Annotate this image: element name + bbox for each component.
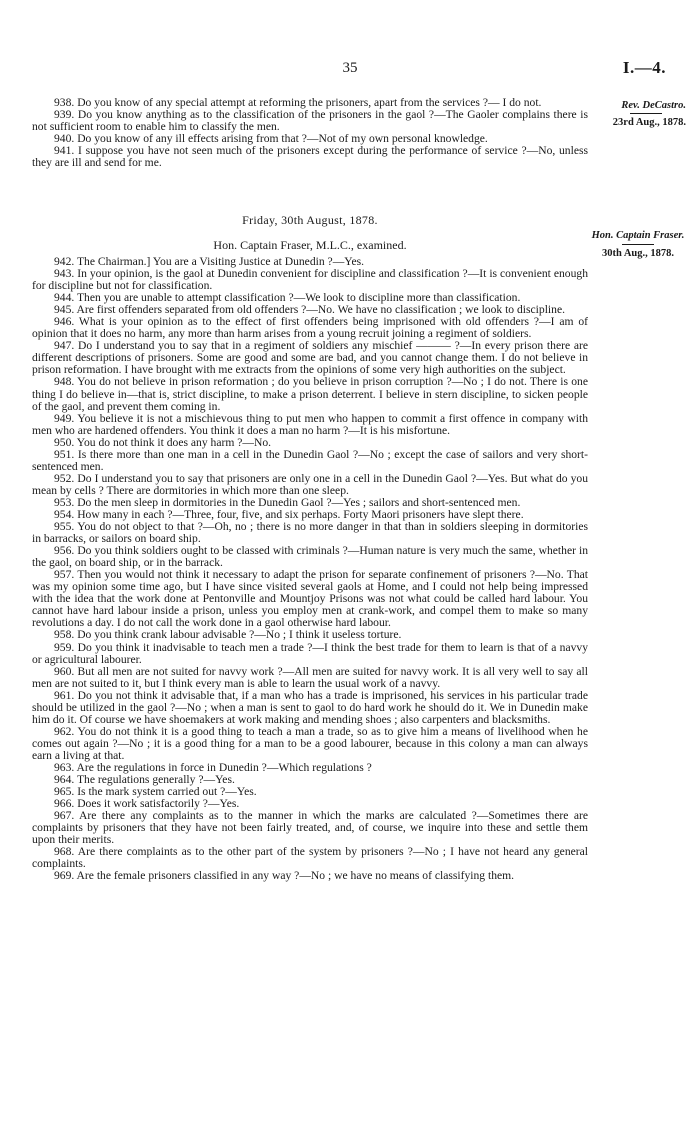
evidence-paragraph: 951. Is there more than one man in a cell in the Dunedin Gaol ?—No ; except the case of sailors and very short-sentenced men. (32, 447, 588, 473)
margin-note-decastro (588, 99, 686, 129)
section-witness-heading: Hon. Captain Fraser, M.L.C., examined. (213, 238, 407, 252)
margin-rule (630, 113, 662, 114)
margin-note-date: 23rd Aug., 1878. (612, 117, 686, 128)
evidence-paragraph: 952. Do I understand you to say that prisoners are only one in a cell in the Dunedin Gaol ?—Yes. But what do you mean by cells ? There are dormitories in which more than one sleep. (32, 471, 588, 497)
evidence-paragraph: 967. Are there any complaints as to the manner in which the marks are calculated ?—Sometimes there are complaints by prisoners that they have not been fairly treated, and, of course, we inquire into these and settle them upon their merits. (32, 809, 588, 847)
evidence-paragraph: 968. Are there complaints as to the other part of the system by prisoners ?—No ; I have not heard any general complaints. (32, 845, 588, 871)
page-number: 35 (342, 60, 358, 76)
evidence-paragraph: 955. You do not object to that ?—Oh, no ; there is no more danger in that than in soldiers sleeping in dormitories in barracks, or sailors on board ship. (32, 520, 588, 546)
evidence-paragraph: 958. Do you think crank labour advisable ?—No ; I think it useless torture. (54, 628, 402, 642)
evidence-paragraph: 959. Do you think it inadvisable to teach men a trade ?—I think the best trade for them to learn is that of a navvy or agricultural labourer. (32, 640, 588, 666)
evidence-paragraph: 956. Do you think soldiers ought to be classed with criminals ?—Human nature is very much the same, whether in the gaol, on board ship, or in the barrack. (32, 544, 588, 570)
evidence-paragraph: 940. Do you know of any ill effects arising from that ?—Not of my own personal knowledge. (54, 132, 488, 146)
evidence-paragraph: 949. You believe it is not a mischievous thing to put men who happen to commit a first offence in company with men who are hardened offenders. You think it does a man no harm ?—It is his misfortune. (32, 411, 588, 437)
evidence-paragraph: 954. How many in each ?—Three, four, five, and six perhaps. Forty Maori prisoners have slept there. (54, 507, 524, 521)
section-date-heading: Friday, 30th August, 1878. (242, 213, 378, 227)
evidence-paragraph: 938. Do you know of any special attempt at reforming the prisoners, apart from the services ?— I do not. (54, 96, 542, 109)
evidence-paragraph: 957. Then you would not think it necessary to adapt the prison for separate confinement of prisoners ?—No. That was my opinion some time ago, but I have since visited several gaols at Home, and I could not help being impressed with the idea that the work done at Pentonville and Mountjoy Prisons was not what could be called hard labour. You cannot have hard labour inside a prison, unless you employ men at crank-work, and compel them to make so many revolutions a day. I do not call the work done in a gaol otherwise hard labour. (32, 568, 588, 630)
document-reference: I.—4. (622, 58, 666, 77)
evidence-paragraph: 941. I suppose you have not seen much of the prisoners except during the performance of service ?—No, unless they are ill and send for me. (32, 144, 588, 170)
evidence-paragraph: 960. But all men are not suited for navvy work ?—All men are suited for navvy work. It is all very well to say all men are not suited to it, but I think every man is able to learn the usual work of a navvy. (32, 664, 588, 690)
evidence-paragraph: 945. Are first offenders separated from old offenders ?—No. We have no classification ; we look to discipline. (54, 303, 565, 317)
evidence-paragraph: 966. Does it work satisfactorily ?—Yes. (54, 797, 240, 811)
margin-note-name: Rev. DeCastro. (621, 100, 686, 111)
evidence-paragraph: 943. In your opinion, is the gaol at Dunedin convenient for discipline and classification ?—It is convenient enough for discipline but not for classification. (32, 267, 588, 293)
evidence-paragraph: 965. Is the mark system carried out ?—Yes. (54, 785, 257, 799)
evidence-paragraph: 964. The regulations generally ?—Yes. (54, 773, 235, 787)
evidence-paragraph: 961. Do you not think it advisable that, if a man who has a trade is imprisoned, his services in his particular trade should be utilized in the gaol ?—No ; when a man is sent to gaol to do hard work he should do it. We in Dunedin make him do it. Of course we have shoemakers at work making and mending shoes ; also carpenters and blacksmiths. (32, 688, 588, 726)
evidence-paragraph: 953. Do the men sleep in dormitories in the Dunedin Gaol ?—Yes ; sailors and short-sentenced men. (54, 495, 521, 509)
evidence-block-top (32, 97, 588, 169)
evidence-paragraph: 942. The Chairman.] You are a Visiting Justice at Dunedin ?—Yes. (54, 255, 365, 268)
margin-rule (622, 244, 654, 245)
evidence-paragraph: 948. You do not believe in prison reformation ; do you believe in prison corruption ?—No ; I do not. There is one thing I do believe in—that is, strict discipline, to make a prison deterrent. I believe in stern discipline, to sicken people of the gaol, and prevent them coming in. (32, 375, 588, 413)
margin-note-date: 30th Aug., 1878. (601, 248, 675, 259)
margin-note-fraser (586, 229, 690, 260)
evidence-paragraph: 969. Are the female prisoners classified in any way ?—No ; we have no means of classifying them. (54, 869, 515, 883)
evidence-block-main (32, 256, 588, 882)
evidence-paragraph: 963. Are the regulations in force in Dunedin ?—Which regulations ? (54, 760, 372, 774)
evidence-paragraph: 946. What is your opinion as to the effect of first offenders being imprisoned with old offenders ?—I am of opinion that it does no harm, any more than harm arises from a young recruit joining a regiment of soldiers. (32, 315, 588, 341)
evidence-paragraph: 962. You do not think it is a good thing to teach a man a trade, so as to give him a means of livelihood when he comes out again ?—No ; it is a good thing for a man to be a good labourer, because in this colony a man can always earn a living at that. (32, 724, 588, 762)
evidence-paragraph: 939. Do you know anything as to the classification of the prisoners in the gaol ?—The Gaoler complains there is not sufficient room to enable him to classify the men. (32, 108, 588, 134)
margin-note-name: Hon. Captain Fraser. (591, 230, 685, 241)
evidence-paragraph: 947. Do I understand you to say that in a regiment of soldiers any mischief ——— ?—In every prison there are different descriptions of prisoners. Some are good and some are bad, and you cannot change them. I do not believe in prison reformation. I have brought with me extracts from the opinions of some very high authorities on the subject. (32, 339, 588, 377)
evidence-paragraph: 950. You do not think it does any harm ?—No. (54, 435, 272, 449)
evidence-paragraph: 944. Then you are unable to attempt classification ?—We look to discipline more than classification. (54, 291, 521, 305)
